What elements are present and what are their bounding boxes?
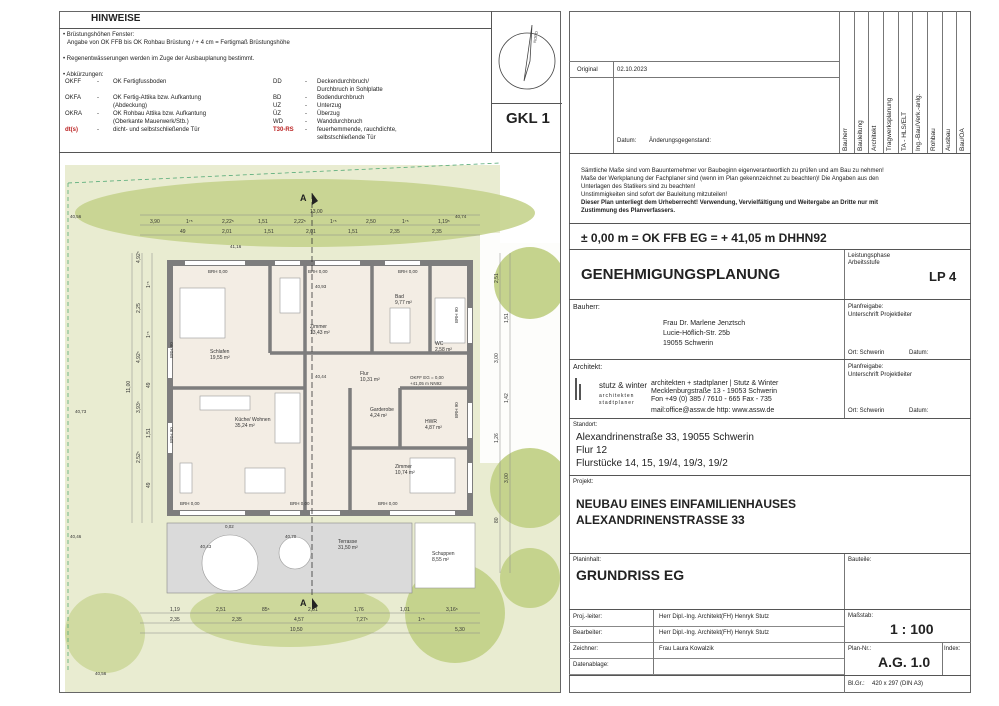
room-name: Zimmer <box>310 324 327 330</box>
project-line: NEUBAU EINES EINFAMILIENHAUSES <box>576 497 797 511</box>
room-area: 4,87 m² <box>425 425 442 431</box>
dimension-label: 3,93⁵ <box>136 401 142 413</box>
dimension-label: 49 <box>146 482 152 488</box>
planno-value: A.G. 1.0 <box>878 654 931 670</box>
dimension-label: 80 <box>494 517 500 523</box>
room-area: 31,50 m² <box>338 545 358 551</box>
room-area: 8,55 m² <box>432 557 449 563</box>
original-label: Original <box>577 67 598 73</box>
room-name: WC <box>435 341 444 347</box>
dimension-label: 1⁷⁵ <box>186 219 193 225</box>
phase-panel <box>569 250 971 300</box>
original-date: 02.10.2023 <box>617 67 648 73</box>
site-line: Flurstücke 14, 15, 19/4, 19/3, 19/2 <box>576 458 728 469</box>
release-place: Ort: Schwerin <box>848 350 885 356</box>
architect-line: Mecklenburgstraße 13 - 19053 Schwerin <box>651 388 778 395</box>
dimension-label: 1,51 <box>348 229 358 235</box>
notice-line: Unterlagen des Statikers sind zu beachten! <box>581 184 696 190</box>
window-sill-label: BRH 0,00 <box>290 501 310 506</box>
site-line: Flur 12 <box>576 445 608 456</box>
dimension-label: 2,35 <box>432 229 442 235</box>
abbr-key: ÜZ <box>273 111 281 117</box>
staff-table <box>569 610 845 675</box>
logo-sub: architekten <box>599 393 635 399</box>
revision-column-label: Tragwerksplanung <box>886 97 893 151</box>
dimension-label: 3,00 <box>494 353 500 363</box>
site-label: Standort: <box>573 422 598 428</box>
dimension-label: 5,30 <box>455 627 465 633</box>
svg-text:NORD: NORD <box>532 30 540 44</box>
abbr-value: Überzug <box>317 111 340 117</box>
window-sill-label: BRH 0,00 <box>398 269 418 274</box>
dimension-label: 1⁷⁵ <box>146 331 152 338</box>
part-label: Bauteile: <box>848 557 872 563</box>
client-street: Lucie-Höflich-Str. 25b <box>663 330 730 337</box>
entry-level-label: OKFF EG = 0,00 <box>410 375 444 380</box>
height-label: 40,93 <box>315 284 327 289</box>
revision-column-label: Architekt <box>871 125 879 151</box>
dimension-label: 1⁷⁵ <box>330 219 337 225</box>
revision-table <box>569 11 971 154</box>
dimension-label: 2,52⁵ <box>136 451 142 463</box>
revision-column-label: TA - HLS/ELT <box>900 111 908 151</box>
room-name: Terrasse <box>338 539 358 545</box>
room-area: 9,77 m² <box>395 300 412 306</box>
sheet-label: Bl.Gr.: <box>848 681 865 687</box>
revision-column-label: Bauherr <box>842 127 849 151</box>
dimension-label: 7,27⁵ <box>356 617 368 623</box>
room-area: 10,74 m² <box>395 470 415 476</box>
abbr-value: OK Fertig-Attika bzw. Aufkantung <box>113 95 202 101</box>
abbr-dash: - <box>305 111 307 117</box>
architect-line: mail:office@assw.de http: www.assw.de <box>651 407 775 414</box>
scale-panel <box>844 610 971 643</box>
dimension-label: 49 <box>180 229 186 235</box>
room-name: Garderobe <box>370 407 394 413</box>
abbr-value: Wanddurchbruch <box>317 119 363 125</box>
abbr-dash: - <box>305 103 307 109</box>
notice-line: Maße der Werkplanung der Fachplaner sind (wenn im Plan gekennzeichnet zu beachten)! Die Angaben aus den <box>581 176 879 182</box>
planno-panel <box>844 643 971 676</box>
dimension-label: 13,00 <box>310 209 323 215</box>
planno-label: Plan-Nr.: <box>848 646 872 652</box>
project-label: Projekt: <box>573 479 594 485</box>
entry-level-label: +41,05 m NN92 <box>410 381 442 386</box>
room-name: Schuppen <box>432 551 455 557</box>
dimension-label: 2,35 <box>170 617 180 623</box>
abbr-value: selbstschließende Tür <box>317 135 376 141</box>
client-name: Frau Dr. Marlene Jenztsch <box>663 320 746 327</box>
room-area: 2,58 m² <box>435 347 452 353</box>
logo-text: stutz & winter <box>599 381 648 390</box>
architect-panel <box>569 360 971 419</box>
dimension-label: 1,19⁵ <box>438 219 450 225</box>
phase-value: LP 4 <box>929 269 957 284</box>
release-label: Planfreigabe: <box>848 364 884 370</box>
room-area: 19,55 m² <box>210 355 230 361</box>
dimension-label: 49 <box>146 382 152 388</box>
release-place: Ort: Schwerin <box>848 408 885 414</box>
abbr-value: OK Rohbau Attika bzw. Aufkantung <box>113 111 207 117</box>
height-label: 41,16 <box>230 244 242 249</box>
height-label: 40,73 <box>75 409 87 414</box>
dimension-label: 2,01 <box>306 229 316 235</box>
notice-line: Zustimmung des Planverfassers. <box>581 208 676 214</box>
abbr-value: dicht- und selbstschließende Tür <box>113 127 200 133</box>
window-sill-label: BRH 90 <box>454 402 459 418</box>
project-panel <box>569 476 971 554</box>
room-name: Zimmer <box>395 464 412 470</box>
room-area: 4,24 m² <box>370 413 387 419</box>
notice-line: Sämtliche Maße sind vom Bauunternehmer vor Baubeginn eigenverantwortlich zu prüfen und am Bau zu nehmen! <box>581 168 884 174</box>
dimension-label: 3,16⁵ <box>446 607 458 613</box>
height-label: 40,70 <box>285 534 297 539</box>
date-label: Datum: <box>617 138 637 144</box>
dimension-label: 1,26 <box>494 433 500 443</box>
staff-label: Zeichner: <box>573 646 599 652</box>
phase-title: GENEHMIGUNGSPLANUNG <box>581 266 781 283</box>
dimension-label: 2,35 <box>232 617 242 623</box>
dimension-label: 4,92⁵ <box>136 351 142 363</box>
dimension-label: 2,01 <box>222 229 232 235</box>
hints-title: HINWEISE <box>91 13 141 24</box>
abbr-value: (Oberkante Mauerwerk/Stb.) <box>113 119 189 125</box>
client-city: 19055 Schwerin <box>663 340 714 347</box>
staff-value: Frau Laura Kowalzik <box>659 646 714 652</box>
dimension-label: 3,00 <box>504 473 510 483</box>
dimension-label: 1,76 <box>354 607 364 613</box>
index-label: Index: <box>944 646 961 652</box>
sheet-value: 420 x 297 (DIN A3) <box>872 681 924 687</box>
svg-text:A: A <box>300 193 307 203</box>
room-area: 35,24 m² <box>235 423 255 429</box>
abbr-value: Deckendurchbruch/ <box>317 79 370 85</box>
window-sill-label: BRH 0,00 <box>308 269 328 274</box>
reference-level <box>569 224 971 250</box>
dimension-label: 1⁷⁵ <box>418 617 425 623</box>
abbr-key: UZ <box>273 103 281 109</box>
window-sill-label: BRH 0,00 <box>378 501 398 506</box>
abbr-dash: - <box>97 127 99 133</box>
abbr-key: dt(s) <box>65 127 78 133</box>
dimension-label: 4,57 <box>294 617 304 623</box>
dimension-label: 1⁷⁵ <box>402 219 409 225</box>
abbr-value: OK Fertigfussboden <box>113 79 167 85</box>
plan-title: GRUNDRISS EG <box>576 567 685 583</box>
hints-bullet: • Abkürzungen: <box>63 72 104 78</box>
abbr-key: DD <box>273 79 282 85</box>
abbr-key: OKRA <box>65 111 83 117</box>
svg-text:A: A <box>300 598 307 608</box>
dimension-label: 1,51 <box>146 428 152 438</box>
logo-sub: stadtplaner <box>599 400 635 406</box>
height-label: 40,56 <box>95 671 107 676</box>
height-label: 40,44 <box>315 374 327 379</box>
room-area: 10,31 m² <box>360 377 380 383</box>
dimension-label: 1,51 <box>258 219 268 225</box>
dimension-label: 11,00 <box>126 380 132 393</box>
revision-column-label: Bauleitung <box>856 120 864 151</box>
architect-line: Fon +49 (0) 385 / 7610 - 665 Fax - 735 <box>651 396 772 403</box>
room-name: Flur <box>360 371 369 377</box>
height-label: 40,56 <box>70 214 82 219</box>
staff-row <box>569 658 845 675</box>
staff-label: Proj.-leiter: <box>573 614 603 620</box>
dimension-label: 2,50 <box>366 219 376 225</box>
notice-line: Dieser Plan unterliegt dem Urheberrecht! Verwendung, Vervielfältigung und Weitergabe an Dritte nur mit <box>581 200 878 206</box>
hints-bullet: Angabe von OK FFB bis OK Rohbau Brüstung / + 4 cm = Fertigmaß Brüstungshöhe <box>67 40 290 46</box>
project-line: ALEXANDRINENSTRASSE 33 <box>576 513 745 527</box>
staff-label: Bearbeiter: <box>573 630 603 636</box>
abbr-dash: - <box>305 119 307 125</box>
height-label: 40,46 <box>70 534 82 539</box>
abbr-dash: - <box>97 79 99 85</box>
hints-bullet: • Brüstungshöhen Fenster: <box>63 32 135 38</box>
dimension-label: 2,51 <box>494 273 500 283</box>
dimension-label: 2,35 <box>390 229 400 235</box>
abbr-dash: - <box>97 111 99 117</box>
architect-label: Architekt: <box>573 364 603 371</box>
dimension-label: 2,51 <box>216 607 226 613</box>
dimension-label: 10,50 <box>290 627 303 633</box>
height-label: 0,02 <box>225 524 234 529</box>
dimension-label: 1⁷⁵ <box>146 281 152 288</box>
dimension-label: 2,22⁵ <box>294 219 306 225</box>
phase-label: Leistungsphase <box>848 253 891 259</box>
dimension-label: 2,22⁵ <box>222 219 234 225</box>
window-sill-label: BRH 0,00 <box>208 269 228 274</box>
dimension-label: 2,25 <box>136 303 142 313</box>
dimension-label: 3,90 <box>150 219 160 225</box>
room-name: Schlafen <box>210 349 230 355</box>
window-sill-label: BRH 90 <box>454 307 459 323</box>
architect-logo <box>575 378 650 408</box>
hints-bullet: • Regenentwässerungen werden im Zuge der Ausbauplanung bestimmt. <box>63 56 255 62</box>
dimension-label: 1,51 <box>264 229 274 235</box>
gkl-panel <box>491 11 562 153</box>
plan-label: Planinhalt: <box>573 557 602 563</box>
dimension-label: 1,51 <box>504 313 510 323</box>
architect-line: architekten + stadtplaner | Stutz & Winter <box>651 380 779 387</box>
window-sill-label: BRH 0,00 <box>180 501 200 506</box>
scale-value: 1 : 100 <box>890 621 934 637</box>
revision-column-label: Ing.-Bau/Verk.-anlg. <box>915 93 923 151</box>
north-arrow-icon <box>492 11 562 103</box>
abbr-key: OKFF <box>65 79 81 85</box>
room-name: HWR <box>425 419 437 425</box>
abbr-value: (Abdeckung) <box>113 103 148 109</box>
abbr-key: OKFA <box>65 95 82 101</box>
abbr-key: T30-RS <box>273 127 294 133</box>
room-area: 13,43 m² <box>310 330 330 336</box>
level-text: ± 0,00 m = OK FFB EG = + 41,05 m DHHN92 <box>581 231 827 245</box>
staff-row <box>569 610 845 627</box>
release-date: Datum: <box>909 408 929 414</box>
notice-line: Unstimmigkeiten sind sofort der Bauleitung mitzuteilen! <box>581 192 728 198</box>
change-label: Änderungsgegenstand: <box>649 138 712 144</box>
site-line: Alexandrinenstraße 33, 19055 Schwerin <box>576 432 754 443</box>
window-sill-label: BRH 90 <box>169 427 174 443</box>
phase-label: Arbeitsstufe <box>848 260 880 266</box>
staff-row <box>569 642 845 659</box>
staff-row <box>569 626 845 643</box>
height-label: 40,74 <box>455 214 467 219</box>
release-label: Planfreigabe: <box>848 304 884 310</box>
floor-plan <box>60 153 560 692</box>
staff-value: Herr Dipl.-Ing. Architekt(FH) Henryk Stutz <box>659 614 770 620</box>
site-panel <box>569 419 971 476</box>
client-panel <box>569 300 971 360</box>
plan-content-panel <box>569 554 971 610</box>
abbr-dash: - <box>97 95 99 101</box>
scale-label: Maßstab: <box>848 613 874 619</box>
abbr-value: Bodendurchbruch <box>317 95 365 101</box>
staff-value: Herr Dipl.-Ing. Architekt(FH) Henryk Stutz <box>659 630 770 636</box>
legal-notice <box>569 154 971 224</box>
gkl-label: GKL 1 <box>506 110 550 127</box>
abbr-value: Unterzug <box>317 103 342 109</box>
abbreviation-list <box>65 79 485 149</box>
abbr-dash: - <box>305 95 307 101</box>
staff-label: Datenablage: <box>573 662 609 668</box>
dimension-label: 1,01 <box>400 607 410 613</box>
dimension-label: 1,42 <box>504 393 510 403</box>
dimension-label: 85⁵ <box>262 607 270 613</box>
revision-column-label: Bau/OA <box>959 128 967 151</box>
client-label: Bauherr: <box>573 304 600 311</box>
revision-column-label: Ausbau <box>944 128 952 151</box>
abbr-dash: - <box>305 79 307 85</box>
dimension-label: 2,51 <box>308 607 318 613</box>
revision-column-label: Rohbau <box>930 128 937 151</box>
height-label: 40,43 <box>200 544 212 549</box>
window-sill-label: BRH 90 <box>169 342 174 358</box>
abbr-dash: - <box>305 127 307 133</box>
release-sig: Unterschrift Projektleiter <box>848 312 913 318</box>
abbr-key: BD <box>273 95 282 101</box>
dimension-label: 4,92⁵ <box>136 251 142 263</box>
room-name: Bad <box>395 294 404 300</box>
release-date: Datum: <box>909 350 929 356</box>
room-name: Küche/ Wohnen <box>235 417 271 423</box>
abbr-key: WD <box>273 119 283 125</box>
hints-panel <box>59 11 561 153</box>
abbr-value: feuerhemmende, rauchdichte, <box>317 127 397 133</box>
abbr-value: Durchbruch in Sohlplatte <box>317 87 383 93</box>
dimension-label: 1,19 <box>170 607 180 613</box>
release-sig: Unterschrift Projektleiter <box>848 372 913 378</box>
